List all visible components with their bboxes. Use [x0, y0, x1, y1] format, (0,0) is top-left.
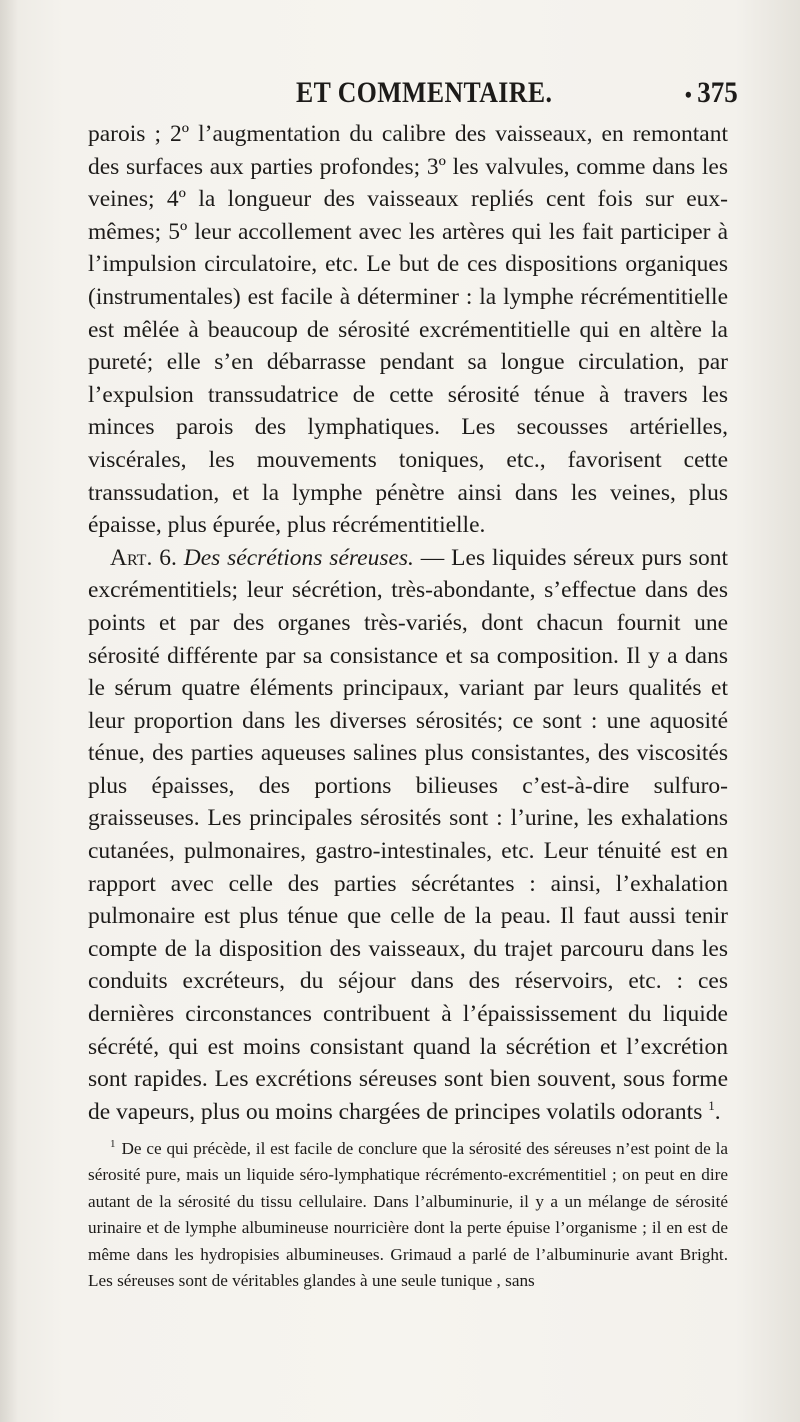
paragraph-serous-secretions	[88, 542, 728, 1129]
ink-dot: •	[685, 82, 693, 107]
body-text	[88, 118, 728, 1128]
footnotes	[88, 1136, 728, 1294]
page-header	[88, 74, 738, 114]
paragraph-lymph-vessels: parois ; 2º l’augmentation du calibre des vaisseaux, en remontant des surfaces aux parties profondes; 3º les valvules, comme dans les veines; 4º la longueur des vaisseaux repliés cent fois sur eux-mêmes; 5º leur accollement avec les artères qui les fait participer à l’impulsion circulatoire, etc. Le but de ces dispositions organiques (instrumentales) est facile à déterminer : la lymphe récrémentitielle est mêlée à beaucoup de sérosité excrémentitielle qui en altère la pureté; elle s’en débarrasse pendant sa longue circulation, par l’expulsion transsudatrice de cette sérosité ténue à travers les minces parois des lymphatiques. Les secousses artérielles, viscérales, les mouvements toniques, etc., favorisent cette transsudation, et la lymphe pénètre ainsi dans les veines, plus épaisse, plus épurée, plus récrémentitielle.	[88, 121, 728, 539]
footnote-marker: 1	[110, 1138, 116, 1151]
running-title: ET COMMENTAIRE.	[296, 76, 553, 109]
paragraph-end: .	[714, 1098, 721, 1125]
footnote-reference: 1	[708, 1097, 715, 1113]
page-gutter-shadow	[0, 0, 18, 1422]
page-number	[685, 76, 738, 110]
article-label: Art. 6.	[110, 544, 177, 571]
footnote-text: De ce qui précède, il est facile de conclure que la sérosité des séreuses n’est point de la sérosité pure, mais un liquide séro-lymphatique récrémento-excrémentitiel ; on peut en dire autant de la sérosité du tissu cellulaire. Dans l’albuminurie, il y a un mélange de sérosité urinaire et de lymphe albumineuse nourricière dont la perte épuise l’organisme ; il en est de même dans les hydropisies albumineuses. Grimaud a parlé de l’albuminurie avant Bright. Les séreuses sont de véritables glandes à une seule tunique , sans	[88, 1139, 728, 1291]
paragraph-text: — Les liquides séreux purs sont excrémentitiels; leur sécrétion, très-abondante, s’effectue dans des points et par des organes très-variés, dont chacun fournit une sérosité différente par sa consistance et sa composition. Il y a dans le sérum quatre éléments principaux, variant par leurs qualités et leur proportion dans les diverses sérosités; ce sont : une aquosité ténue, des parties aqueuses salines plus consistantes, des viscosités plus épaisses, des portions bilieuses c’est-à-dire sulfuro-graisseuses. Les principales sérosités sont : l’urine, les exhalations cutanées, pulmonaires, gastro-intestinales, etc. Leur ténuité est en rapport avec celle des parties sécrétantes : ainsi, l’exhalation pulmonaire est plus ténue que celle de la peau. Il faut aussi tenir compte de la disposition des vaisseaux, du trajet parcouru dans les conduits excréteurs, du séjour dans des réservoirs, etc. : ces dernières circonstances contribuent à l’épaississement du liquide sécrété, qui est moins consistant quand la sécrétion et l’excrétion sont rapides. Les excrétions séreuses sont bien souvent, sous forme de vapeurs, plus ou moins chargées de principes volatils odorants	[88, 544, 728, 1125]
page-number-value: 375	[697, 76, 738, 109]
article-title: Des sécrétions séreuses.	[183, 544, 414, 571]
footnote	[88, 1136, 728, 1294]
